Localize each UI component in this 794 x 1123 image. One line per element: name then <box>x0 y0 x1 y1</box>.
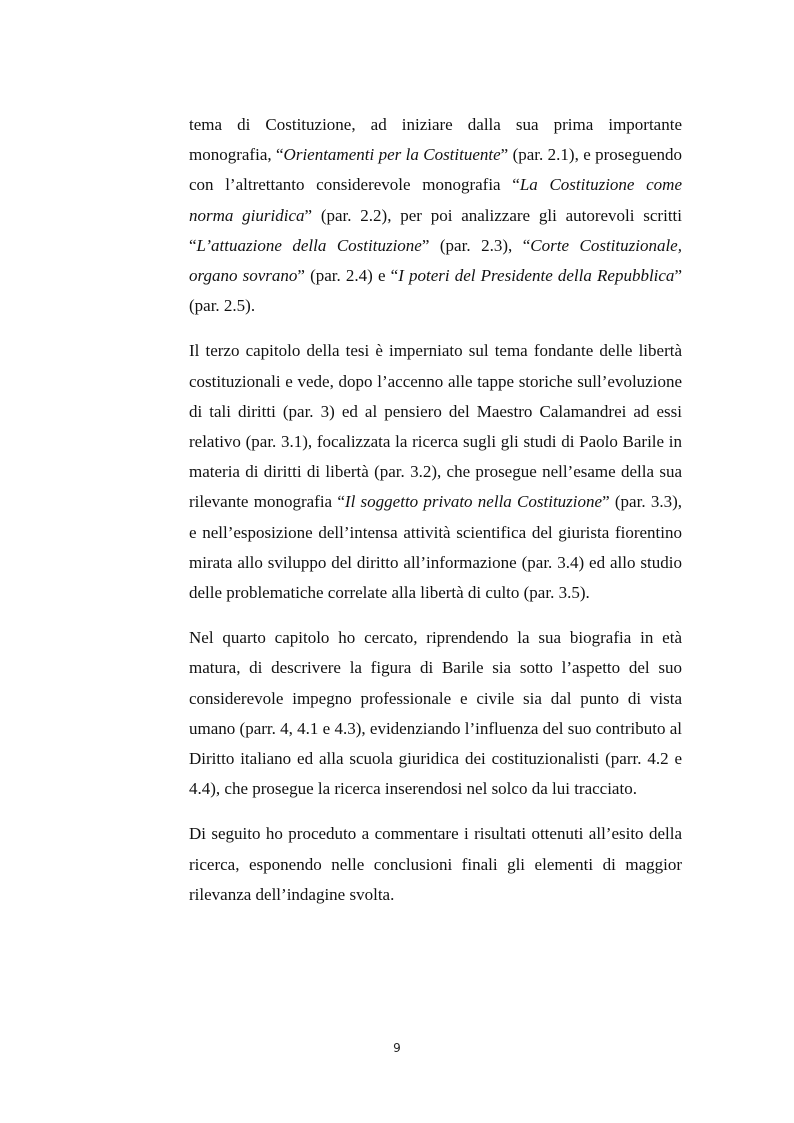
paragraph-1 <box>189 110 682 321</box>
body-text <box>189 110 682 925</box>
text-run: ” (par. 3.3), e nell’esposizione dell’intensa attività scientifica del giurista fiorentino mirata allo sviluppo del diritto all’informazione (par. 3.4) ed allo studio delle problematiche correlate alla libertà di culto (par. 3.5). <box>189 492 682 603</box>
italic-title-run: Corte Costituzionale, organo sovrano <box>189 235 682 286</box>
italic-title-run: L’attuazione della Costituzione <box>196 235 422 255</box>
italic-title-run: Orientamenti per la Costituente <box>283 145 501 165</box>
text-run: tema di Costituzione, ad iniziare dalla sua prima importante monografia, “ <box>189 115 682 165</box>
paragraph-2 <box>189 336 682 608</box>
text-run: ” (par. 2.5). <box>189 266 682 316</box>
italic-title-run: Il soggetto privato nella Costituzione <box>344 492 603 512</box>
italic-title-run: I poteri del Presidente della Repubblica <box>398 266 675 286</box>
text-run: ” (par. 2.2), per poi analizzare gli autorevoli scritti “ <box>189 205 682 255</box>
paragraph-4 <box>189 819 682 910</box>
text-run: ” (par. 2.4) e “ <box>297 266 399 286</box>
text-run: Di seguito ho proceduto a commentare i risultati ottenuti all’esito della ricerca, esponendo nelle conclusioni finali gli elementi di maggior rilevanza dell’indagine svolta. <box>189 824 682 904</box>
text-run: ” (par. 2.1), e proseguendo con l’altrettanto considerevole monografia “ <box>189 145 682 195</box>
text-run: ” (par. 2.3), “ <box>421 235 531 255</box>
paragraph-3 <box>189 623 682 804</box>
text-run: Nel quarto capitolo ho cercato, riprendendo la sua biografia in età matura, di descrivere la figura di Barile sia sotto l’aspetto del suo considerevole impegno professionale e civile sia dal punto di vista umano (parr. 4, 4.1 e 4.3), evidenziando l’influenza del suo contributo al Diritto italiano ed alla scuola giuridica dei costituzionalisti (parr. 4.2 e 4.4), che prosegue la ricerca inserendosi nel solco da lui tracciato. <box>189 628 682 799</box>
italic-title-run: La Costituzione come norma giuridica <box>189 175 682 225</box>
page-number: 9 <box>393 1041 401 1055</box>
text-run: Il terzo capitolo della tesi è imperniato sul tema fondante delle libertà costituzionali e vede, dopo l’accenno alle tappe storiche sull’evoluzione di tali diritti (par. 3) ed al pensiero del Maestro Calamandrei ad essi relativo (par. 3.1), focalizzata la ricerca sugli gli studi di Paolo Barile in materia di diritti di libertà (par. 3.2), che prosegue nell’esame della sua rilevante monografia “ <box>189 341 682 512</box>
